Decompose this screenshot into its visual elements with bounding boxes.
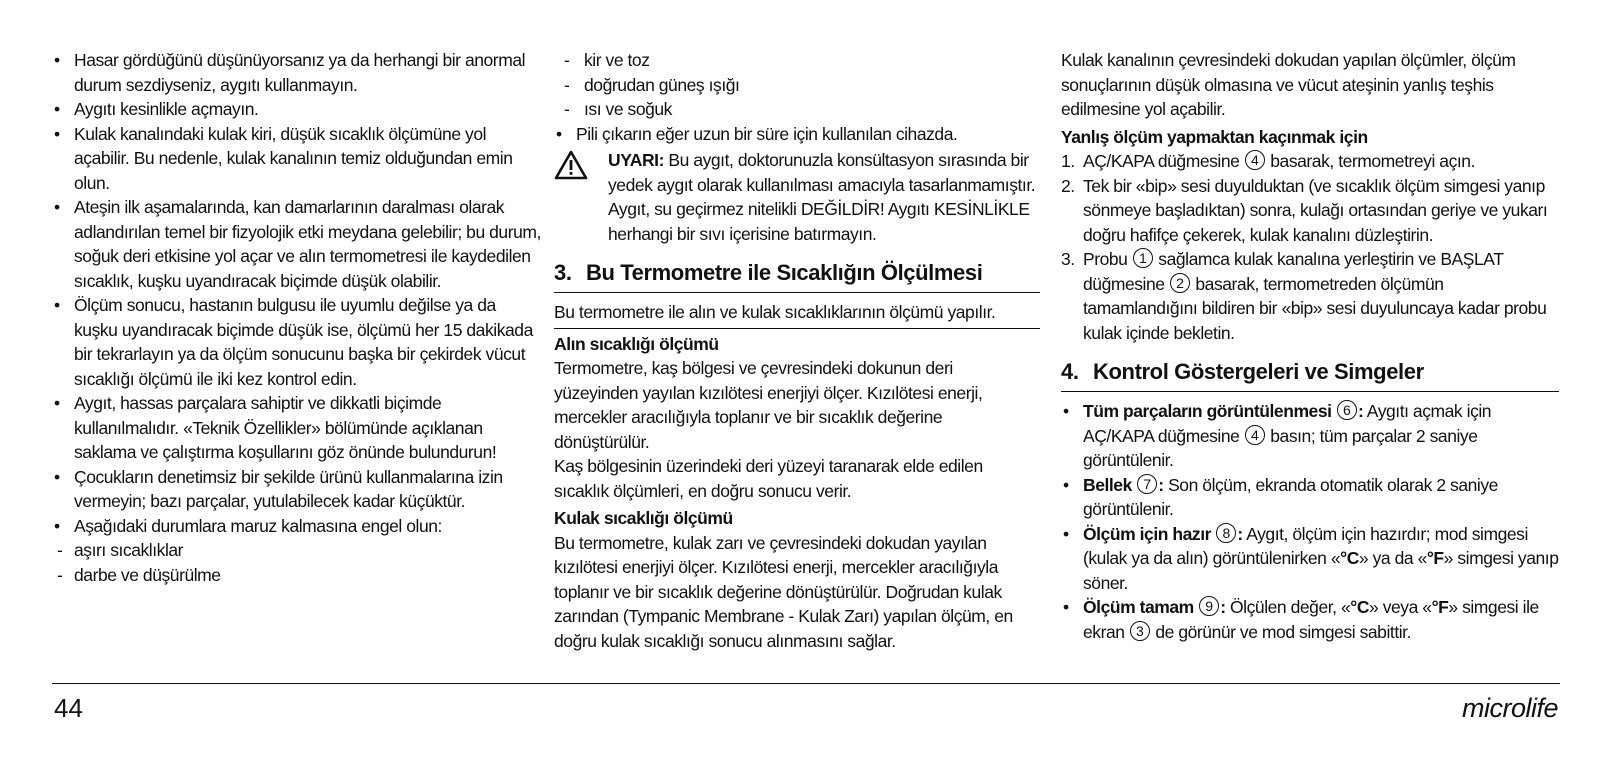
step-item	[1061, 247, 1559, 345]
indicators-list	[1061, 399, 1559, 644]
step-number: 2.	[1061, 175, 1075, 196]
item-title: Bellek	[1083, 474, 1137, 495]
item-text: Son ölçüm, ekranda otomatik olarak 2 saniye görüntülenir.	[1083, 474, 1498, 519]
exposure-list	[554, 48, 1040, 146]
list-item: • Hasar gördüğünü düşünüyorsanız ya da herhangi bir anormal durum sezdiyseniz, aygıtı kullanmayın.	[52, 48, 542, 97]
item-title: Ölçüm için hazır	[1083, 523, 1216, 544]
colon: :	[1158, 474, 1164, 495]
column-3	[1061, 48, 1559, 644]
colon: :	[1357, 401, 1364, 421]
item-title: Ölçüm tamam	[1083, 597, 1199, 617]
item-text: » veya «	[1369, 597, 1432, 617]
step-text: basarak, termometreyi açın.	[1265, 151, 1475, 171]
ref-circle: 4	[1245, 425, 1265, 445]
paragraph: Bu termometre, kulak zarı ve çevresindeki dokudan yayılan kızılötesi enerjiyi ölçer. Kızılötesi enerji, mercekler aracılığıyla toplanır ve bir sıcaklık değerine dönüştürülür. Doğrudan kulak zarından (Tympanic Membrane - Kulak Zarı) yapılan ölçüm, en doğru kulak sıcaklığı sonucu alınmasını sağlar.	[554, 532, 1013, 651]
list-subitem: - aşırı sıcaklıklar	[52, 538, 542, 563]
warning-icon	[554, 150, 588, 180]
item-text: Aygıt, ölçüm için hazırdır; mod simgesi (kulak ya da alın) görüntülenirken «	[1083, 523, 1528, 568]
section-number: 3.	[554, 260, 572, 285]
page-number: 44	[54, 693, 83, 723]
section-heading	[1061, 358, 1559, 392]
list-item: • Aygıt, hassas parçalara sahiptir ve dikkatli biçimde kullanılmalıdır. «Teknik Özellikler» bölümünde açıklanan saklama ve çalıştırma koşullarını göz önünde bulundurun!	[52, 391, 542, 465]
section-title: Kontrol Göstergeleri ve Simgeler	[1093, 359, 1424, 384]
unit-celsius: °C	[1350, 597, 1370, 617]
list-subitem: - kir ve toz	[554, 48, 1040, 73]
list-item	[1061, 595, 1559, 644]
step-text: Tek bir «bip» sesi duyulduktan (ve sıcaklık ölçüm simgesi yanıp sönmeye başladıktan) sonra, kulağı ortasından geriye ve yukarı doğru hafifçe çekerek, kulak kanalını düzleştirin.	[1083, 175, 1548, 245]
item-text: Ölçülen değer, «	[1225, 597, 1351, 617]
item-text: Aygıtı açmak için AÇ/KAPA düğmesine	[1083, 401, 1492, 446]
section-title: Bu Termometre ile Sıcaklığın Ölçülmesi	[586, 260, 983, 285]
item-text: basın; tüm parçalar 2 saniye görüntülenir.	[1083, 425, 1478, 470]
ref-circle: 4	[1245, 150, 1265, 170]
section-number: 4.	[1061, 359, 1079, 384]
step-number: 1.	[1061, 151, 1075, 171]
list-item	[1061, 399, 1559, 473]
paragraph: Kaş bölgesinin üzerindeki deri yüzeyi taranarak elde edilen sıcaklık ölçümleri, en doğru sonucu verir.	[554, 456, 983, 501]
step-text: Probu	[1083, 249, 1132, 269]
item-text: de görünür ve mod simgesi sabittir.	[1150, 621, 1411, 642]
step-text: basarak, termometreden ölçümün tamamlandığını bildiren bir «bip» sesi duyuluncaya kadar probu kulak içinde bekletin.	[1083, 273, 1547, 343]
list-item: • Çocukların denetimsiz bir şekilde ürünü kullanmalarına izin vermeyin; bazı parçalar, yutulabilecek kadar küçüktür.	[52, 465, 542, 514]
step-item	[1061, 149, 1559, 174]
list-item: • Aygıtı kesinlikle açmayın.	[52, 97, 542, 122]
unit-fahrenheit: °F	[1426, 548, 1444, 568]
colon: :	[1237, 523, 1243, 544]
ref-circle: 3	[1130, 621, 1150, 641]
list-item	[1061, 522, 1559, 596]
column-2	[554, 48, 1040, 653]
list-item: • Pili çıkarın eğer uzun bir süre için kullanılan cihazda.	[554, 122, 1040, 147]
item-text: » simgesi ile ekran	[1083, 597, 1539, 642]
list-subitem: - darbe ve düşürülme	[52, 563, 542, 588]
item-text: » simgesi yanıp söner.	[1083, 548, 1559, 593]
ref-circle: 1	[1133, 248, 1153, 268]
list-item: • Ateşin ilk aşamalarında, kan damarlarının daralması olarak adlandırılan temel bir fizyolojik etki meydana gelebilir; bu durum, soğuk deri etkisine yol açar ve alın termometresi ile kaydedilen sıcaklık, kuşku uyandıracak biçimde düşük olabilir.	[52, 195, 542, 293]
section-heading	[554, 259, 1040, 293]
step-number: 3.	[1061, 249, 1075, 269]
list-item	[1061, 473, 1559, 522]
safety-list	[52, 48, 542, 587]
unit-fahrenheit: °F	[1431, 597, 1449, 617]
warning-text: Bu aygıt, doktorunuzla konsültasyon sırasında bir yedek aygıt olarak kullanılması amacıyla tasarlanmamıştır. Aygıt, su geçirmez nitelikli DEĞİLDİR! Aygıtı KESİNLİKLE herhangi bir sıvı içerisine batırmayın.	[608, 150, 1036, 244]
subheading: Kulak sıcaklığı ölçümü	[554, 508, 733, 528]
ref-circle: 6	[1337, 400, 1357, 420]
footer-rule	[52, 683, 1560, 684]
list-subitem: - ısı ve soğuk	[554, 97, 1040, 122]
subheading: Yanlış ölçüm yapmaktan kaçınmak için	[1061, 126, 1368, 147]
warning-block	[554, 148, 1040, 246]
ref-circle: 2	[1170, 273, 1190, 293]
paragraph: Termometre, kaş bölgesi ve çevresindeki dokunun deri yüzeyinden yayılan kızılötesi enerjiyi ölçer. Kızılötesi enerji, mercekler aracılığıyla toplanır ve bir sıcaklık değerine dönüştürülür.	[554, 358, 983, 452]
step-text: AÇ/KAPA düğmesine	[1083, 151, 1244, 171]
item-text: » ya da «	[1358, 548, 1427, 568]
step-item	[1061, 174, 1559, 248]
list-subitem: - doğrudan güneş ışığı	[554, 73, 1040, 98]
item-title: Tüm parçaların görüntülenmesi	[1083, 401, 1336, 421]
ref-circle: 9	[1199, 596, 1219, 616]
paragraph: Kulak kanalının çevresindeki dokudan yapılan ölçümler, ölçüm sonuçlarının düşük olmasına ve vücut ateşinin yanlış teşhis edilmesine yol açabilir.	[1061, 50, 1516, 119]
brand-logo: microlife	[1461, 693, 1558, 723]
subheading: Alın sıcaklığı ölçümü	[554, 333, 719, 354]
step-text: sağlamca kulak kanalına yerleştirin ve BAŞLAT düğmesine	[1083, 249, 1504, 294]
list-item: • Aşağıdaki durumlara maruz kalmasına engel olun:	[52, 514, 542, 539]
column-1	[52, 48, 542, 587]
section-intro: Bu termometre ile alın ve kulak sıcaklıklarının ölçümü yapılır.	[554, 300, 1040, 329]
list-item: • Ölçüm sonucu, hastanın bulgusu ile uyumlu değilse ya da kuşku uyandıracak biçimde düşük ise, ölçümü her 15 dakikada bir tekrarlayın ya da ölçüm sonucunu başka bir çekirdek vücut sıcaklığı ölçümü ile iki kez kontrol edin.	[52, 293, 542, 391]
steps-list	[1061, 149, 1559, 345]
ref-circle: 7	[1137, 474, 1157, 494]
warning-label: UYARI:	[608, 150, 664, 170]
list-item: • Kulak kanalındaki kulak kiri, düşük sıcaklık ölçümüne yol açabilir. Bu nedenle, kulak kanalının temiz olduğundan emin olun.	[52, 122, 542, 196]
ref-circle: 8	[1216, 523, 1236, 543]
colon: :	[1220, 597, 1226, 617]
unit-celsius: °C	[1340, 548, 1359, 568]
